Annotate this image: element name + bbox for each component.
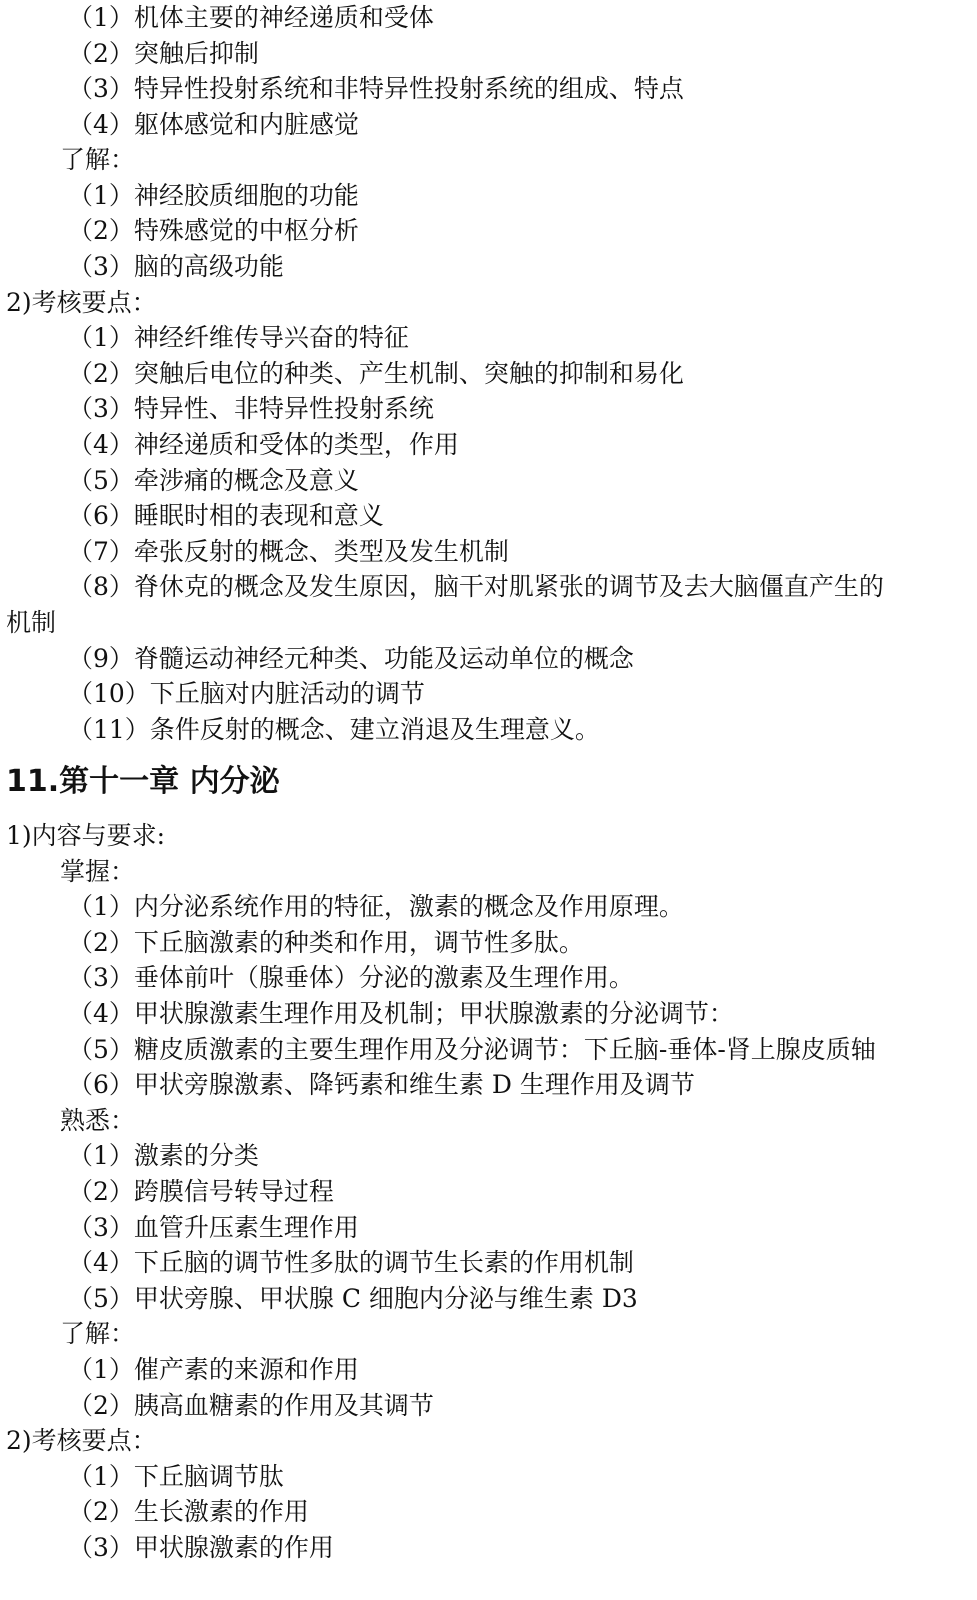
list-item: （2）突触后电位的种类、产生机制、突触的抑制和易化	[68, 359, 684, 388]
list-item: （4）神经递质和受体的类型，作用	[68, 430, 459, 459]
list-item: （2）跨膜信号转导过程	[68, 1177, 334, 1206]
list-item: （4）甲状腺激素生理作用及机制；甲状腺激素的分泌调节：	[68, 999, 734, 1028]
list-item: （5）甲状旁腺、甲状腺 C 细胞内分泌与维生素 D3	[68, 1284, 638, 1313]
list-item: （5）牵涉痛的概念及意义	[68, 466, 359, 495]
list-item: （4）躯体感觉和内脏感觉	[68, 110, 359, 139]
list-item: （3）特异性投射系统和非特异性投射系统的组成、特点	[68, 74, 684, 103]
list-item: （3）特异性、非特异性投射系统	[68, 394, 434, 423]
list-item: （3）血管升压素生理作用	[68, 1213, 359, 1242]
list-item: （1）神经纤维传导兴奋的特征	[68, 323, 409, 352]
section-label-requirements: 1)内容与要求:	[6, 821, 166, 850]
list-item: （2）胰高血糖素的作用及其调节	[68, 1391, 434, 1420]
section-label-key-points: 2)考核要点：	[6, 288, 157, 317]
list-item: （11）条件反射的概念、建立消退及生理意义。	[68, 715, 600, 744]
list-item: （2）下丘脑激素的种类和作用，调节性多肽。	[68, 928, 584, 957]
list-item: （1）神经胶质细胞的功能	[68, 181, 359, 210]
section-label-understand: 了解：	[60, 1319, 136, 1348]
list-item: （3）甲状腺激素的作用	[68, 1533, 334, 1562]
list-item: （9）脊髓运动神经元种类、功能及运动单位的概念	[68, 644, 634, 673]
list-item: （3）脑的高级功能	[68, 252, 284, 281]
list-item: （1）内分泌系统作用的特征，激素的概念及作用原理。	[68, 892, 684, 921]
section-label-familiar: 熟悉：	[60, 1106, 136, 1135]
list-item: （7）牵张反射的概念、类型及发生机制	[68, 537, 509, 566]
list-item: （1）催产素的来源和作用	[68, 1355, 359, 1384]
list-item: （4）下丘脑的调节性多肽的调节生长素的作用机制	[68, 1248, 634, 1277]
list-item: （10）下丘脑对内脏活动的调节	[68, 679, 425, 708]
list-item: （5）糖皮质激素的主要生理作用及分泌调节：下丘脑-垂体-肾上腺皮质轴	[68, 1035, 876, 1064]
list-item: （2）特殊感觉的中枢分析	[68, 216, 359, 245]
section-label-master: 掌握：	[60, 857, 136, 886]
list-item: （1）下丘脑调节肽	[68, 1462, 284, 1491]
list-item-continuation: 机制	[6, 608, 57, 637]
list-item: （8）脊休克的概念及发生原因，脑干对肌紧张的调节及去大脑僵直产生的	[68, 572, 884, 601]
list-item: （3）垂体前叶（腺垂体）分泌的激素及生理作用。	[68, 963, 634, 992]
list-item: （2）生长激素的作用	[68, 1497, 309, 1526]
section-label-key-points: 2)考核要点：	[6, 1426, 157, 1455]
list-item: （1）激素的分类	[68, 1141, 259, 1170]
chapter-title: 11.第十一章 内分泌	[6, 764, 280, 799]
list-item: （1）机体主要的神经递质和受体	[68, 3, 434, 32]
list-item: （6）睡眠时相的表现和意义	[68, 501, 384, 530]
list-item: （6）甲状旁腺激素、降钙素和维生素 D 生理作用及调节	[68, 1070, 695, 1099]
list-item: （2）突触后抑制	[68, 39, 259, 68]
section-label-understand: 了解：	[60, 145, 136, 174]
